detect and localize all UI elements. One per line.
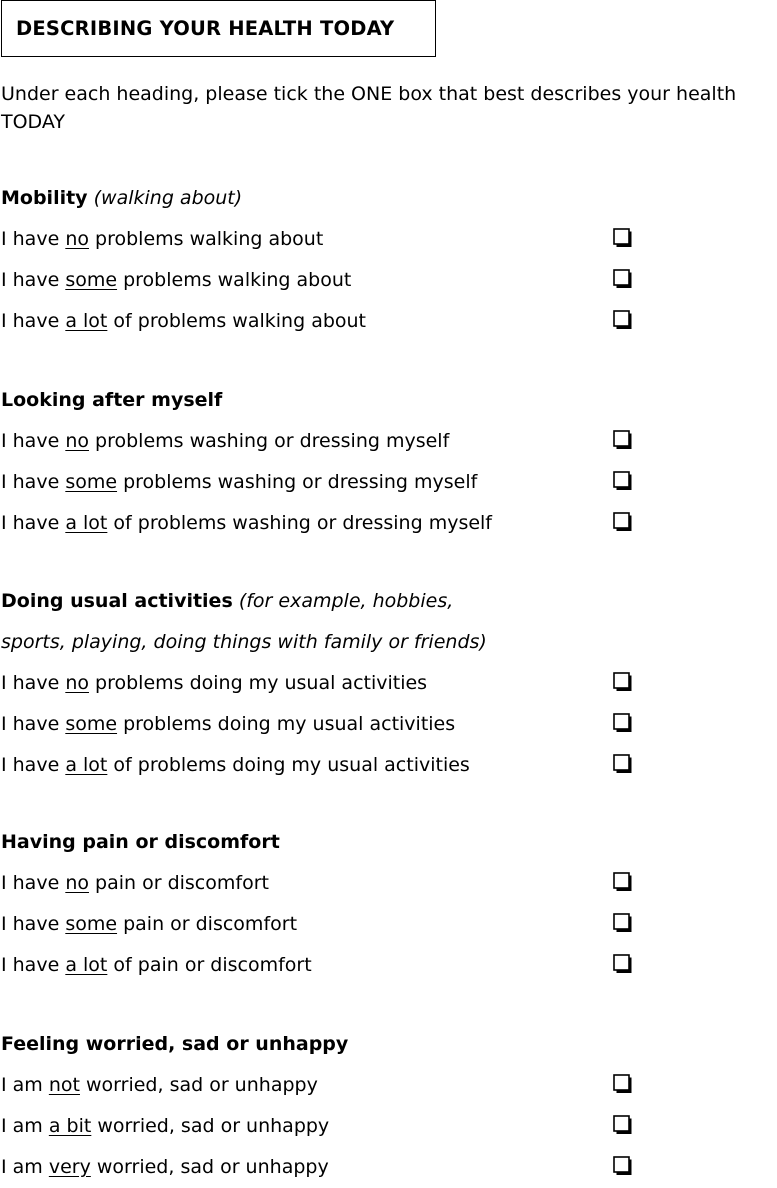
- option-text-emphasis: no: [65, 872, 89, 894]
- section-usual-activities: [1, 581, 651, 786]
- option-text-post: of problems doing my usual activities: [107, 754, 470, 776]
- heading-title: Feeling worried, sad or unhappy: [1, 1033, 349, 1055]
- option-text-pre: I have: [1, 430, 66, 452]
- option-text-pre: I have: [1, 512, 66, 534]
- section-heading: [1, 581, 651, 622]
- option-text-emphasis: no: [65, 672, 89, 694]
- section-heading: [1, 1024, 651, 1065]
- option-row: [1, 704, 651, 745]
- option-text-pre: I have: [1, 269, 66, 291]
- option-row: [1, 1106, 651, 1147]
- heading-note-continued: sports, playing, doing things with family or friends): [1, 631, 487, 653]
- checkbox[interactable]: [613, 512, 633, 532]
- option-row: [1, 863, 651, 904]
- option-text-post: problems walking about: [117, 269, 352, 291]
- option-text-post: worried, sad or unhappy: [90, 1156, 329, 1178]
- checkbox[interactable]: [613, 310, 633, 330]
- option-text-post: problems washing or dressing myself: [88, 430, 450, 452]
- option-text-emphasis: some: [65, 713, 118, 735]
- option-text-pre: I am: [1, 1156, 49, 1178]
- option-text-post: problems doing my usual activities: [88, 672, 428, 694]
- option-row: [1, 421, 651, 462]
- section-heading: [1, 822, 651, 863]
- section-heading: [1, 178, 651, 219]
- checkbox[interactable]: [613, 672, 633, 692]
- option-row: [1, 904, 651, 945]
- checkbox[interactable]: [613, 228, 633, 248]
- section-anxiety-depression: [1, 1024, 651, 1188]
- option-text-pre: I have: [1, 872, 66, 894]
- option-row: [1, 945, 651, 986]
- option-text-post: problems walking about: [88, 228, 324, 250]
- checkbox[interactable]: [613, 913, 633, 933]
- option-row: [1, 1065, 651, 1106]
- heading-title: Looking after myself: [1, 389, 223, 411]
- option-text-pre: I have: [1, 228, 66, 250]
- option-text-post: pain or discomfort: [88, 872, 269, 894]
- option-text-emphasis: a lot: [65, 512, 108, 534]
- checkbox[interactable]: [613, 1156, 633, 1176]
- checkbox[interactable]: [613, 1115, 633, 1135]
- checkbox[interactable]: [613, 269, 633, 289]
- section-self-care: [1, 380, 651, 544]
- option-text-emphasis: some: [65, 269, 118, 291]
- option-row: [1, 663, 651, 704]
- option-row: [1, 503, 651, 544]
- option-text-pre: I am: [1, 1115, 49, 1137]
- heading-title: Mobility: [1, 187, 88, 209]
- option-text-pre: I have: [1, 713, 66, 735]
- option-text-emphasis: a lot: [65, 310, 108, 332]
- option-text-pre: I have: [1, 754, 66, 776]
- option-row: [1, 260, 651, 301]
- option-text-pre: I have: [1, 954, 66, 976]
- page-title: DESCRIBING YOUR HEALTH TODAY: [1, 0, 436, 57]
- checkbox[interactable]: [613, 872, 633, 892]
- checkbox[interactable]: [613, 1074, 633, 1094]
- heading-title: Doing usual activities: [1, 590, 233, 612]
- section-mobility: [1, 178, 651, 342]
- option-row: [1, 745, 651, 786]
- option-text-post: pain or discomfort: [117, 913, 298, 935]
- option-text-pre: I have: [1, 672, 66, 694]
- checkbox[interactable]: [613, 713, 633, 733]
- option-text-post: of pain or discomfort: [107, 954, 312, 976]
- option-text-emphasis: a bit: [48, 1115, 92, 1137]
- option-text-pre: I have: [1, 310, 66, 332]
- checkbox[interactable]: [613, 471, 633, 491]
- heading-note: (walking about): [93, 187, 243, 209]
- option-text-post: worried, sad or unhappy: [91, 1115, 330, 1137]
- option-text-emphasis: some: [65, 913, 118, 935]
- section-heading: [1, 380, 651, 421]
- option-text-emphasis: a lot: [65, 954, 108, 976]
- section-pain-discomfort: [1, 822, 651, 986]
- option-row: [1, 462, 651, 503]
- option-text-post: problems washing or dressing myself: [117, 471, 478, 493]
- option-text-post: of problems walking about: [107, 310, 367, 332]
- option-text-emphasis: very: [48, 1156, 91, 1178]
- checkbox[interactable]: [613, 954, 633, 974]
- heading-note: (for example, hobbies,: [238, 590, 454, 612]
- option-text-emphasis: some: [65, 471, 118, 493]
- option-text-emphasis: a lot: [65, 754, 108, 776]
- option-row: [1, 1147, 651, 1188]
- option-text-emphasis: no: [65, 228, 89, 250]
- option-text-post: problems doing my usual activities: [117, 713, 456, 735]
- option-text-pre: I am: [1, 1074, 49, 1096]
- option-text-pre: I have: [1, 913, 66, 935]
- option-text-post: of problems washing or dressing myself: [107, 512, 492, 534]
- option-text-emphasis: no: [65, 430, 89, 452]
- instructions: Under each heading, please tick the ONE box that best describes your health TODAY: [1, 83, 737, 133]
- option-text-pre: I have: [1, 471, 66, 493]
- option-text-post: worried, sad or unhappy: [79, 1074, 318, 1096]
- heading-title: Having pain or discomfort: [1, 831, 280, 853]
- checkbox[interactable]: [613, 754, 633, 774]
- checkbox[interactable]: [613, 430, 633, 450]
- option-row: [1, 219, 651, 260]
- option-row: [1, 301, 651, 342]
- option-text-emphasis: not: [48, 1074, 80, 1096]
